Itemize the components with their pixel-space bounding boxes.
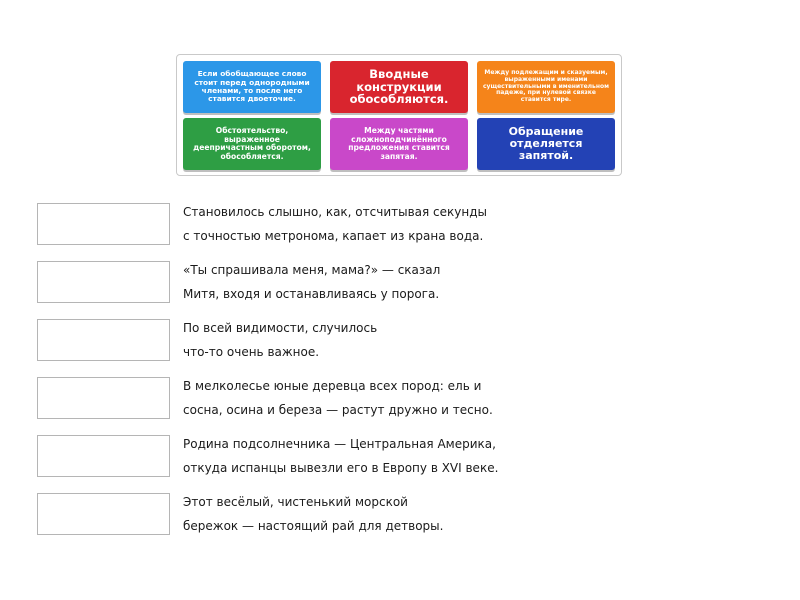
sentence-5-line-2: откуда испанцы вывезли его в Европу в XVI веке.: [183, 461, 499, 475]
sentence-5: [183, 432, 793, 480]
drop-slot-4[interactable]: [37, 377, 170, 419]
sentence-2: [183, 258, 793, 306]
sentence-3-line-1: По всей видимости, случилось: [183, 321, 378, 335]
sentence-1: [183, 200, 793, 248]
sentence-1-line-2: с точностью метронома, капает из крана вода.: [183, 229, 484, 243]
answer-tile-address-rule[interactable]: Обращение отделяется запятой.: [477, 118, 615, 170]
drop-slot-3[interactable]: [37, 319, 170, 361]
sentence-6-line-1: Этот весёлый, чистенький морской: [183, 495, 408, 509]
question-row-3: [0, 317, 800, 373]
question-row-5: [0, 433, 800, 489]
answer-tile-gerund-rule[interactable]: Обстоятельство, выраженное деепричастным оборотом, обособляется.: [183, 118, 321, 170]
question-row-6: [0, 491, 800, 547]
answer-tile-tray: [176, 54, 622, 176]
sentence-6-line-2: бережок — настоящий рай для детворы.: [183, 519, 444, 533]
sentence-6: [183, 490, 793, 538]
drop-slot-5[interactable]: [37, 435, 170, 477]
sentence-1-line-1: Становилось слышно, как, отсчитывая секунды: [183, 205, 487, 219]
answer-tile-colon-rule[interactable]: Если обобщающее слово стоит перед однородными членами, то после него ставится двоеточие.: [183, 61, 321, 113]
sentence-2-line-1: «Ты спрашивала меня, мама?» — сказал: [183, 263, 441, 277]
sentence-4-line-2: сосна, осина и береза — растут дружно и тесно.: [183, 403, 493, 417]
question-row-4: [0, 375, 800, 431]
question-row-2: [0, 259, 800, 315]
sentence-3: [183, 316, 793, 364]
answer-tile-complex-sentence-rule[interactable]: Между частями сложноподчинённого предложения ставится запятая.: [330, 118, 468, 170]
sentence-2-line-2: Митя, входя и останавливаясь у порога.: [183, 287, 440, 301]
drop-slot-6[interactable]: [37, 493, 170, 535]
question-row-1: [0, 201, 800, 257]
drop-slot-1[interactable]: [37, 203, 170, 245]
answer-tile-dash-rule[interactable]: Между подлежащим и сказуемым, выраженными именами существительными в именительном падеже, при нулевой связке ставится тире.: [477, 61, 615, 113]
sentence-3-line-2: что-то очень важное.: [183, 345, 320, 359]
sentence-4: [183, 374, 793, 422]
sentence-5-line-1: Родина подсолнечника — Центральная Америка,: [183, 437, 496, 451]
sentence-4-line-1: В мелколесье юные деревца всех пород: ель и: [183, 379, 482, 393]
drop-slot-2[interactable]: [37, 261, 170, 303]
answer-tile-introductory-rule[interactable]: Вводные конструкции обособляются.: [330, 61, 468, 113]
